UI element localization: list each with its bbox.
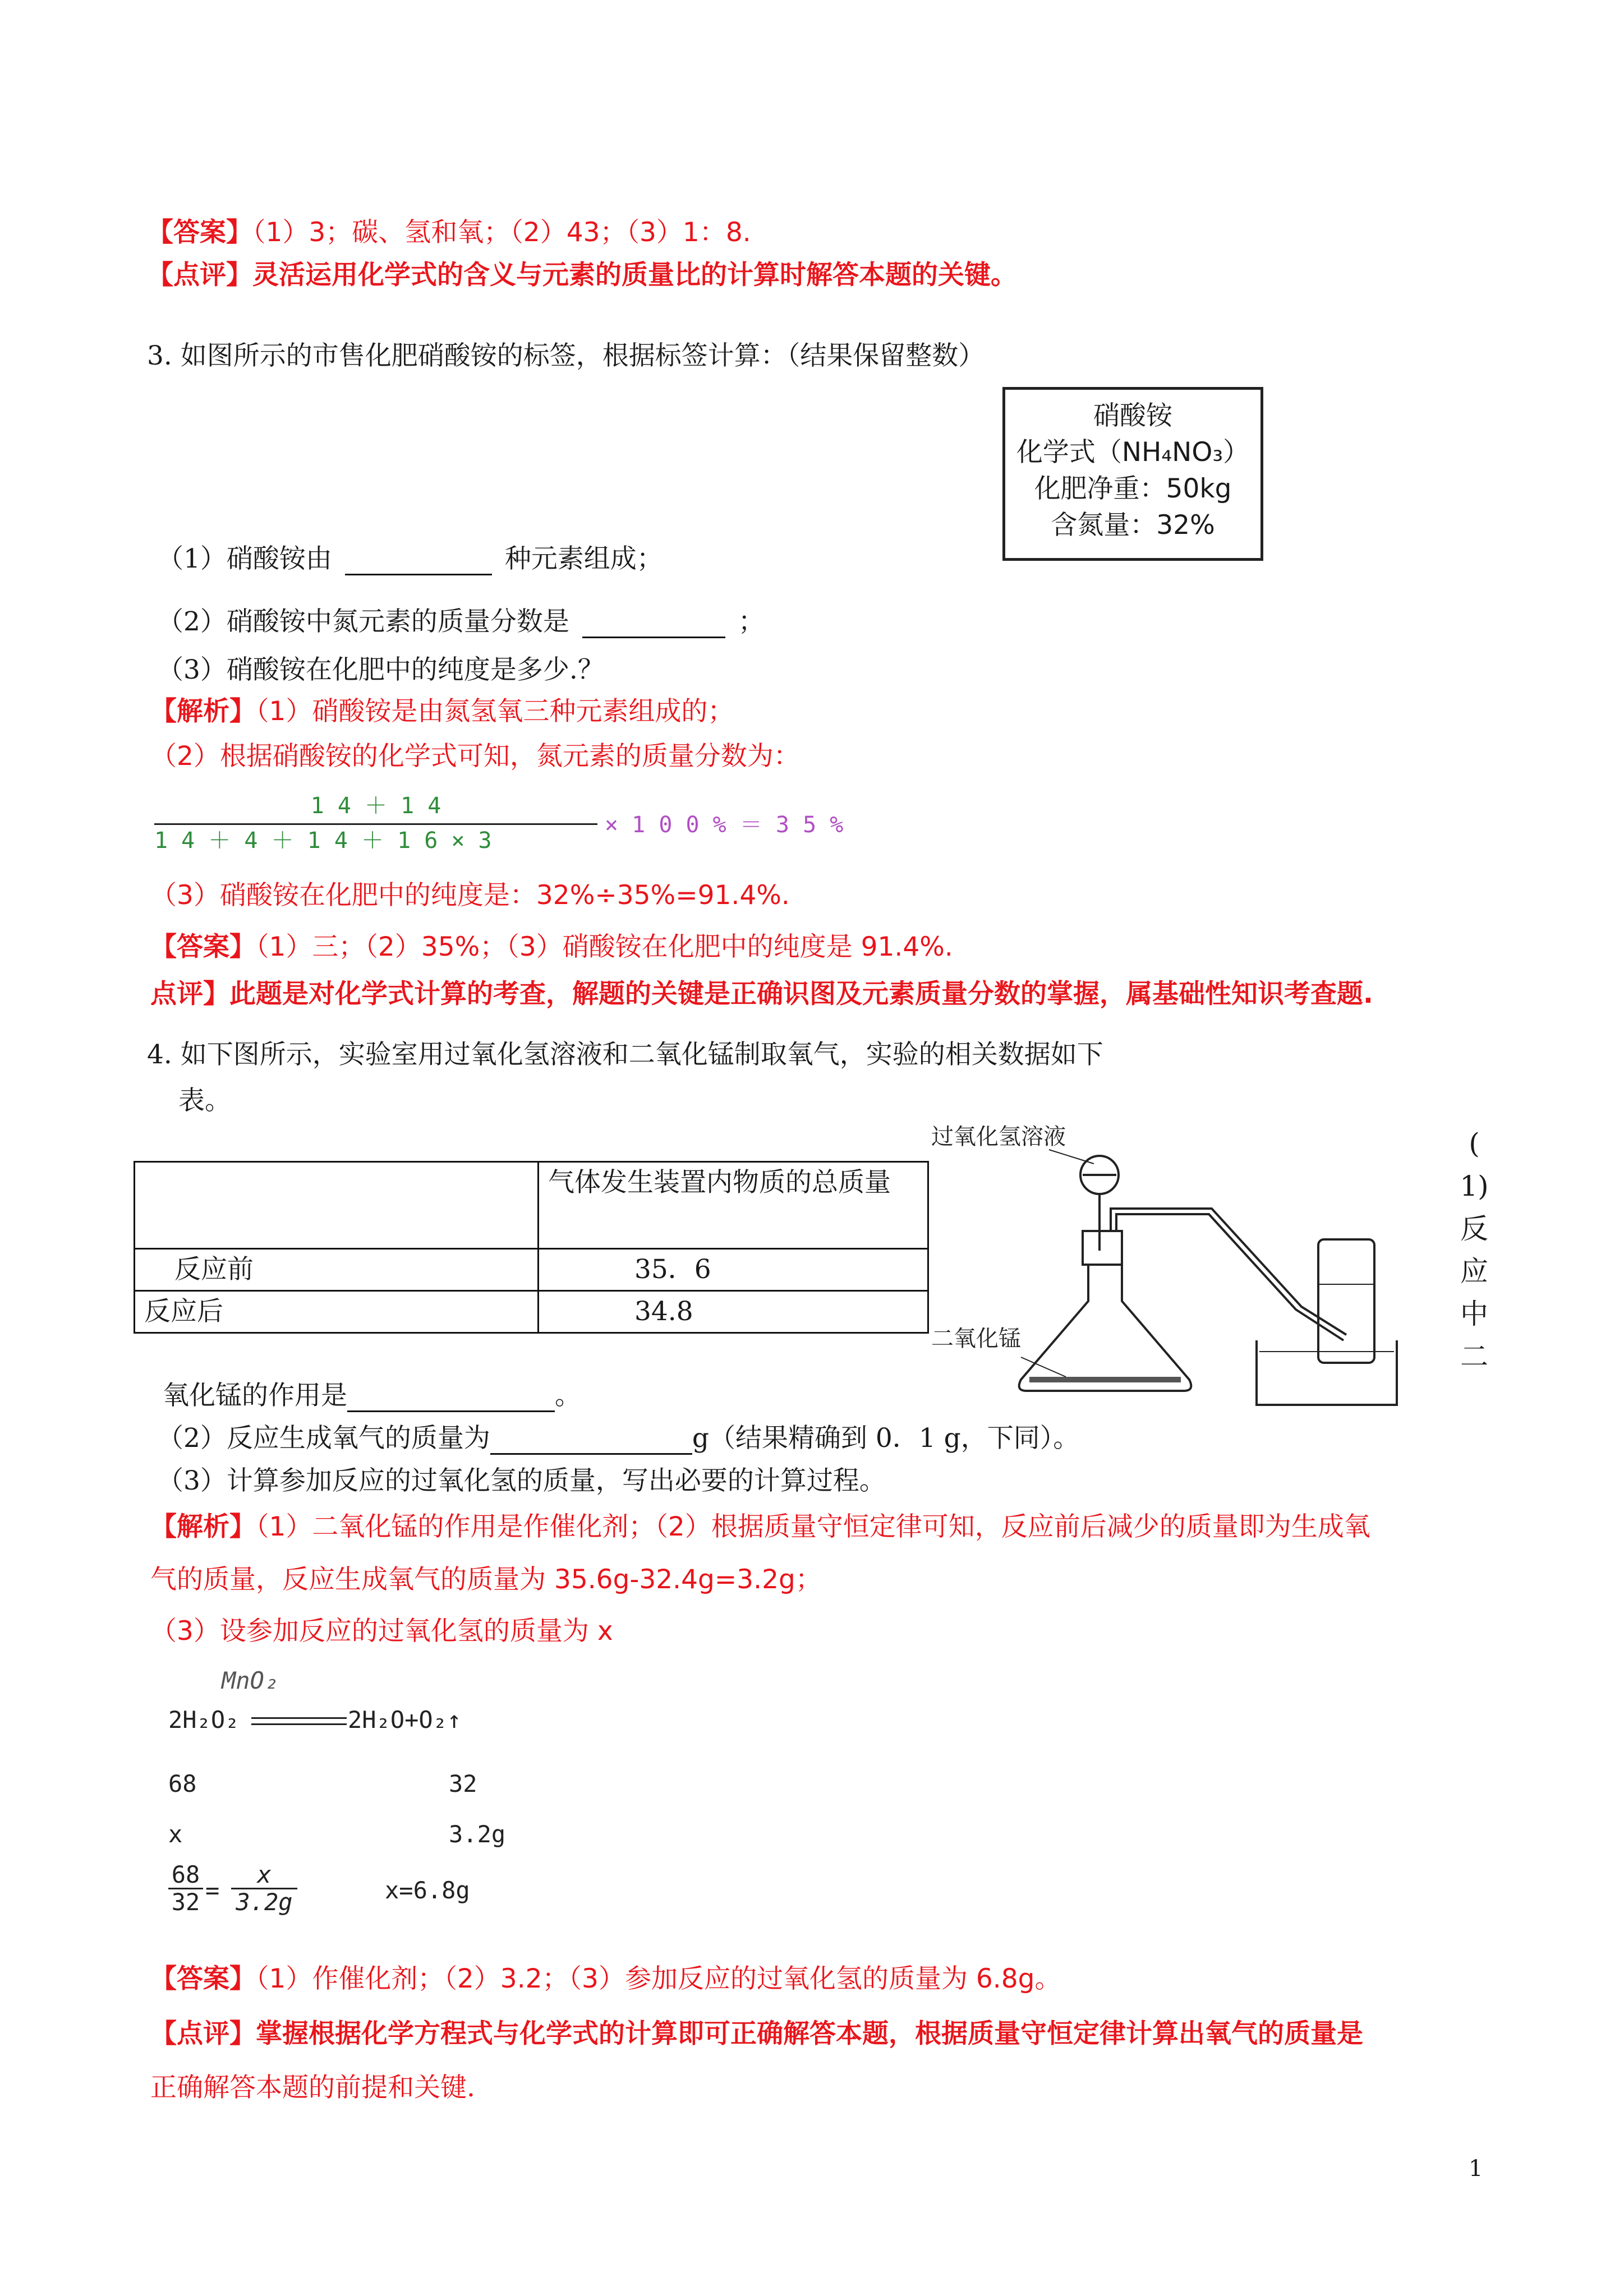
q2-answer-line	[147, 216, 751, 249]
answer-tag: 【答案】	[147, 217, 252, 248]
oxygen-apparatus-diagram	[931, 1116, 1481, 1430]
review-tag: 【点评】	[150, 2018, 256, 2049]
q3-part2-blank[interactable]	[582, 637, 725, 638]
q2-review-line	[147, 259, 1017, 292]
q3-part1-text: （1）硝酸铵由	[157, 543, 332, 574]
answer-tag: 【答案】	[150, 1963, 256, 1994]
review-tag: 【点评】	[147, 260, 252, 291]
ratio-numerator: x	[257, 1861, 272, 1888]
equation-left: 2H₂O₂	[168, 1706, 240, 1733]
table-header-row	[135, 1162, 928, 1249]
q3-review	[150, 978, 1373, 1011]
fraction-numerator: 1 4 ＋ 1 4	[310, 793, 441, 819]
q3-analysis-2: （2）根据硝酸铵的化学式可知，氮元素的质量分数为：	[150, 741, 800, 772]
q3-part2	[157, 606, 765, 638]
label-hydrogen-peroxide: 过氧化氢溶液	[931, 1124, 1066, 1150]
fraction-denominator: 1 4 ＋ 4 ＋ 1 4 ＋ 1 6 × 3	[154, 828, 492, 854]
q3-part1-blank[interactable]	[345, 574, 492, 575]
label-weight: 化肥净重：50kg	[1034, 473, 1232, 504]
answer-text: （1）3；碳、氢和氧；（2）43；（3）1：8.	[252, 217, 751, 248]
q4-answer	[150, 1963, 1061, 1995]
equation-equals	[251, 1717, 347, 1725]
q4-part2-blank[interactable]	[490, 1453, 692, 1455]
analysis-tag: 【解析】	[150, 1511, 256, 1542]
q3-answer	[150, 931, 953, 963]
table-row	[135, 1249, 928, 1291]
review-text: 灵活运用化学式的含义与元素的质量比的计算时解答本题的关键。	[252, 260, 1017, 291]
review-text: 此题是对化学式计算的考查，解题的关键是正确识图及元素质量分数的掌握，属基础性知识考查题.	[229, 979, 1373, 1009]
answer-tag: 【答案】	[150, 932, 256, 962]
fertilizer-label	[1002, 387, 1263, 561]
q4-stem-1: 4. 如下图所示，实验室用过氧化氢溶液和二氧化锰制取氧气，实验的相关数据如下	[147, 1039, 1103, 1070]
label-nitrogen: 含氮量：32%	[1051, 510, 1215, 541]
table-cell: 35．6	[539, 1249, 928, 1291]
label-manganese-dioxide: 二氧化锰	[931, 1326, 1021, 1352]
side-char: 应	[1460, 1255, 1488, 1288]
table-header-cell	[135, 1162, 539, 1249]
analysis-tag: 【解析】	[150, 696, 256, 727]
side-char: (	[1469, 1127, 1480, 1160]
q3-analysis-1	[150, 695, 734, 728]
q3-part2-text: （2）硝酸铵中氮元素的质量分数是	[157, 606, 569, 637]
q4-part1-blank[interactable]	[347, 1410, 555, 1412]
fraction-result: × 1 0 0 % ＝ 3 5 %	[605, 812, 844, 838]
calc-row1-right: 32	[449, 1770, 477, 1797]
label-formula: 化学式（NH₄NO₃）	[1016, 437, 1250, 468]
mass-fraction-formula	[154, 792, 597, 856]
calc-row1-left: 68	[168, 1770, 197, 1797]
q3-part1-text-end: 种元素组成；	[504, 543, 663, 574]
ratio-fraction-1	[168, 1862, 203, 1915]
q4-analysis-3: （3）设参加反应的过氧化氢的质量为 x	[150, 1616, 613, 1647]
ratio-denominator: 3.2g	[236, 1888, 293, 1916]
q4-analysis-2: 气的质量，反应生成氧气的质量为 35.6g-32.4g=3.2g；	[150, 1564, 822, 1595]
answer-text: （1）三；（2）35%；（3）硝酸铵在化肥中的纯度是 91.4%.	[256, 932, 953, 962]
ratio-equals: =	[205, 1877, 220, 1904]
label-name: 硝酸铵	[1093, 400, 1172, 431]
q3-part2-text-end: ；	[738, 606, 765, 637]
q4-part3: （3）计算参加反应的过氧化氢的质量，写出必要的计算过程。	[157, 1465, 886, 1496]
answer-text: （1）作催化剂；（2）3.2；（3）参加反应的过氧化氢的质量为 6.8g。	[256, 1963, 1061, 1994]
calc-result: x=6.8g	[385, 1877, 470, 1904]
mass-data-table	[134, 1161, 929, 1334]
table-cell: 34.8	[539, 1291, 928, 1333]
table-cell: 反应前	[135, 1249, 539, 1291]
review-text: 掌握根据化学方程式与化学式的计算即可正确解答本题，根据质量守恒定律计算出氧气的质量是	[256, 2018, 1363, 2049]
side-char: 二	[1460, 1340, 1488, 1373]
review-tag: 点评】	[150, 979, 229, 1009]
q4-review-2: 正确解答本题的前提和关键.	[150, 2072, 475, 2103]
q3-part1	[157, 543, 663, 575]
q3-part3: （3）硝酸铵在化肥中的纯度是多少.？	[157, 654, 604, 685]
q3-analysis-3: （3）硝酸铵在化肥中的纯度是：32%÷35%=91.4%.	[150, 880, 790, 911]
side-char: 1)	[1460, 1170, 1489, 1202]
side-char: 反	[1460, 1212, 1488, 1245]
q4-part2-end: g（结果精确到 0．1 g，下同）。	[692, 1423, 1080, 1454]
q3-stem: 3. 如图所示的市售化肥硝酸铵的标签，根据标签计算：（结果保留整数）	[147, 340, 985, 371]
equation-right: 2H₂O+O₂↑	[348, 1706, 462, 1733]
calc-row2-left: x	[168, 1820, 183, 1848]
q4-part2-text: （2）反应生成氧气的质量为	[157, 1423, 490, 1454]
ratio-denominator: 32	[171, 1888, 200, 1916]
page-number: 1	[1469, 2156, 1483, 2182]
calc-row2-right: 3.2g	[449, 1820, 506, 1848]
q4-part2	[157, 1422, 1079, 1455]
table-cell: 反应后	[135, 1291, 539, 1333]
q4-part1-end: 。	[555, 1380, 581, 1411]
q4-stem-2: 表。	[178, 1085, 231, 1116]
q4-analysis-1	[150, 1511, 1370, 1543]
q4-part1-text: 氧化锰的作用是	[163, 1380, 347, 1411]
table-row	[135, 1291, 928, 1333]
q4-part1	[163, 1380, 581, 1412]
analysis-text: （1）二氧化锰的作用是作催化剂；（2）根据质量守恒定律可知，反应前后减少的质量即为生成氧	[256, 1511, 1370, 1542]
analysis-text: （1）硝酸铵是由氮氢氧三种元素组成的；	[256, 696, 734, 727]
side-char: 中	[1460, 1298, 1488, 1330]
equation-catalyst: MnO₂	[222, 1667, 279, 1694]
q4-review-1	[150, 2018, 1363, 2050]
ratio-numerator: 68	[171, 1861, 200, 1888]
table-header-cell: 气体发生装置内物质的总质量	[539, 1162, 928, 1249]
ratio-fraction-2	[231, 1862, 297, 1915]
